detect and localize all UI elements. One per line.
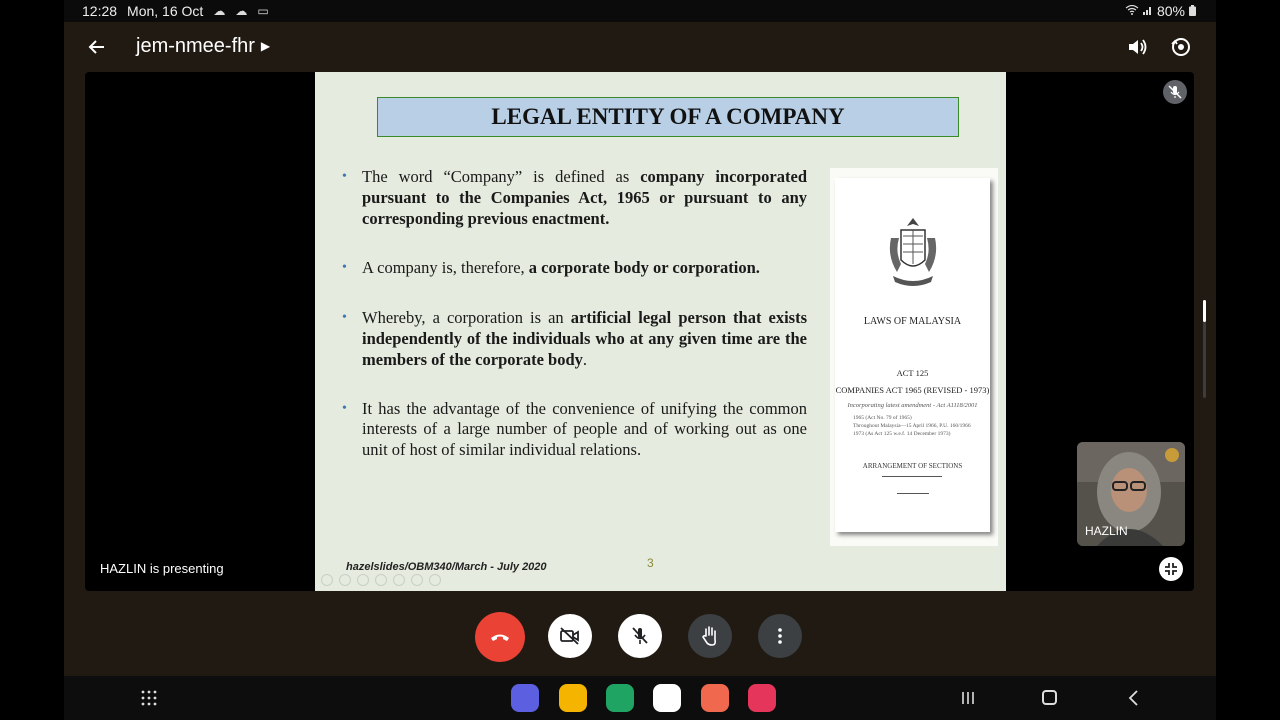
- switch-camera-button[interactable]: [1168, 34, 1194, 60]
- toolbar-dot-icon: [357, 574, 369, 586]
- toolbar-dot-icon: [393, 574, 405, 586]
- video-icon: ▭: [257, 4, 269, 18]
- battery-percent: 80%: [1156, 3, 1185, 19]
- book-act-number: ACT 125: [896, 368, 929, 378]
- toolbar-dot-icon: [321, 574, 333, 586]
- toolbar-dot-icon: [375, 574, 387, 586]
- scrollbar[interactable]: [1203, 300, 1206, 398]
- toolbar-dot-icon: [429, 574, 441, 586]
- messages-app-icon[interactable]: [653, 684, 681, 712]
- speaker-icon: [1126, 36, 1148, 58]
- slide-title: LEGAL ENTITY OF A COMPANY: [491, 104, 845, 129]
- end-call-button[interactable]: [475, 612, 525, 662]
- divider: [897, 493, 929, 494]
- cloud-upload-icon: ☁: [235, 4, 248, 18]
- bullet-dot-icon: •: [342, 310, 347, 326]
- recents-button[interactable]: [960, 690, 976, 706]
- date: Mon, 16 Oct: [127, 3, 204, 19]
- meeting-header: [64, 22, 1216, 72]
- slide-bullet: [339, 399, 807, 461]
- slide-title-box: [377, 97, 959, 137]
- slide-page-number: 3: [647, 556, 654, 570]
- app-drawer-button[interactable]: [140, 689, 158, 707]
- internet-app-icon[interactable]: [511, 684, 539, 712]
- presentation-stage: [85, 72, 1194, 591]
- camera-off-icon: [558, 624, 582, 648]
- nav-back-button[interactable]: [1126, 689, 1142, 707]
- phone-app-icon[interactable]: [606, 684, 634, 712]
- minimize-presentation-button[interactable]: [1159, 557, 1183, 581]
- cloud-icon: ☁: [213, 4, 226, 18]
- android-nav-bar: [64, 676, 1216, 720]
- bullet-dot-icon: •: [342, 260, 347, 276]
- apps-grid-icon: [140, 689, 158, 707]
- slide-bullet: [339, 258, 807, 279]
- bullet-text: Whereby, a corporation is an: [362, 308, 571, 328]
- raise-hand-button[interactable]: [688, 614, 732, 658]
- book-act-name: COMPANIES ACT 1965 (REVISED - 1973): [835, 385, 990, 395]
- presenter-muted-badge: [1163, 80, 1187, 104]
- android-screen: [64, 0, 1216, 720]
- slide-bullet: [339, 167, 807, 229]
- mic-off-icon: [1163, 80, 1187, 104]
- bullet-text: .: [582, 349, 587, 369]
- slide-bullet: [339, 308, 807, 370]
- mic-toggle-button[interactable]: [618, 614, 662, 658]
- book-amendment: Incorporating latest amendment - Act A1118/2001: [847, 402, 978, 409]
- arrow-left-icon: [88, 38, 106, 56]
- book-fine-line: 1973 (As Act 125 w.e.f. 14 December 1973): [853, 431, 951, 437]
- screen-recorder-app-icon[interactable]: [748, 684, 776, 712]
- audio-level-icon: [1165, 448, 1179, 462]
- mic-off-icon: [628, 624, 652, 648]
- bullet-bold-text: company incorporated pursuant to the Companies Act, 1965 or pursuant to any corresponding previous enactment.: [362, 167, 807, 228]
- toolbar-dot-icon: [411, 574, 423, 586]
- home-button[interactable]: [1042, 690, 1057, 705]
- book-fine-line: 1965 (Act No. 79 of 1965): [853, 415, 912, 421]
- book-fine-print: [853, 414, 978, 438]
- bullet-text: It has the advantage of the convenience of unifying the common interests of a large number of people and of working out as one unit of host of similar individual relations.: [362, 398, 807, 460]
- toolbar-dot-icon: [339, 574, 351, 586]
- battery-icon: [1189, 3, 1196, 19]
- speaker-button[interactable]: [1124, 34, 1150, 60]
- status-bar: [64, 0, 1216, 22]
- presentation-slide: [315, 72, 1006, 591]
- bullet-dot-icon: •: [342, 169, 347, 184]
- camera-toggle-button[interactable]: [548, 614, 592, 658]
- bullet-bold-text: artificial legal person that exists independently of the individuals who at any given time are the members of the corporate body: [362, 308, 808, 369]
- companies-act-cover-image: [830, 168, 998, 546]
- malaysia-crest-icon: [885, 216, 941, 296]
- more-options-button[interactable]: [758, 614, 802, 658]
- slide-bullets: [339, 167, 807, 461]
- book-page: [835, 178, 990, 532]
- bullet-text: The word “Company” is defined as: [362, 167, 641, 186]
- signal-icon: [1143, 4, 1153, 18]
- meeting-code: jem-nmee-fhr: [136, 35, 255, 57]
- chevron-left-icon: [1126, 689, 1142, 707]
- wifi-icon: [1125, 4, 1139, 18]
- book-arrangement: ARRANGEMENT OF SECTIONS: [862, 462, 963, 470]
- participant-name: HAZLIN: [1085, 524, 1128, 538]
- caret-right-icon: ▶: [260, 39, 271, 53]
- recents-icon: [960, 690, 976, 706]
- switch-camera-icon: [1170, 36, 1192, 58]
- clock: 12:28: [82, 3, 118, 19]
- presenting-label: HAZLIN is presenting: [100, 561, 224, 576]
- bullet-bold-text: a corporate body or corporation.: [528, 258, 760, 278]
- contacts-app-icon[interactable]: [701, 684, 729, 712]
- more-vert-icon: [768, 624, 792, 648]
- end-call-icon: [488, 625, 512, 649]
- my-files-app-icon[interactable]: [559, 684, 587, 712]
- bullet-text: A company is, therefore,: [362, 258, 529, 278]
- book-fine-line: Throughout Malaysia—15 April 1966, P.U. 160/1966: [853, 423, 971, 429]
- slide-footer: hazelslides/OBM340/March - July 2020: [346, 561, 547, 573]
- scrollbar-thumb[interactable]: [1203, 300, 1206, 322]
- collapse-icon: [1159, 557, 1183, 581]
- self-view-tile[interactable]: [1077, 442, 1185, 546]
- book-heading: LAWS OF MALAYSIA: [863, 316, 962, 327]
- divider: [882, 476, 942, 477]
- back-button[interactable]: [84, 34, 110, 60]
- slide-toolbar: [321, 574, 441, 586]
- raise-hand-icon: [698, 624, 722, 648]
- call-controls: [64, 612, 1216, 662]
- meeting-code-button[interactable]: [136, 35, 270, 58]
- bullet-dot-icon: •: [342, 400, 347, 416]
